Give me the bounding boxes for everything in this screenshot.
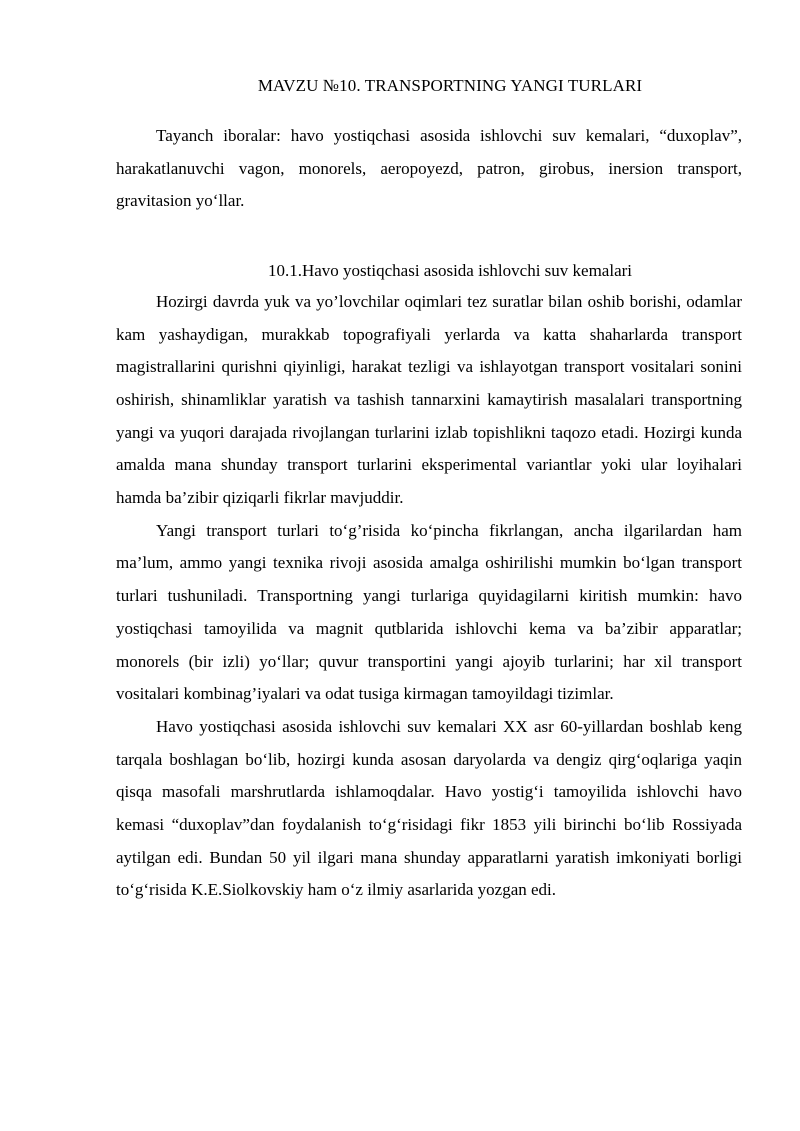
- section-heading: 10.1.Havo yostiqchasi asosida ishlovchi suv kemalari: [267, 261, 633, 281]
- keywords-paragraph: Tayanch iboralar: havo yostiqchasi asosida ishlovchi suv kemalari, “duxoplav”, harakatlanuvchi vagon, monorels, aeropoyezd, patron, girobus, inersion transport, gravitasion yo‘llar.: [116, 126, 742, 211]
- body-paragraph-2: Yangi transport turlari to‘g’risida ko‘pincha fikrlangan, ancha ilgarilardan ham ma’lum, ammo yangi texnika rivoji asosida amalga oshirilishi mumkin bo‘lgan transport turlari tushuniladi. Transportning yangi turlariga quyidagilarni kiritish mumkin: havo yostiqchasi tamoyilida va magnit qutblarida ishlovchi kema va ba’zibir apparatlar; monorels (bir izli) yo‘llar; quvur transportini yangi ajoyib turlarini; har xil transport vositalari kombinag’iyalari va odat tusiga kirmagan tamoyildagi tizimlar.: [116, 520, 742, 704]
- body-paragraph-3: Havo yostiqchasi asosida ishlovchi suv kemalari XX asr 60-yillardan boshlab keng tarqala boshlagan bo‘lib, hozirgi kunda asosan daryolarda va dengiz qirg‘oqlariga yaqin qisqa masofali marshrutlarda ishlamoqdalar. Havo yostig‘i tamoyilida ishlovchi havo kemasi “duxoplav”dan foydalanish to‘g‘risidagi fikr 1853 yili birinchi bo‘lib Rossiyada aytilgan edi. Bundan 50 yil ilgari mana shunday apparatlarni yaratish imkoniyati borligi to‘g‘risida K.E.Siolkovskiy ham o‘z ilmiy asarlarida yozgan edi.: [116, 716, 742, 900]
- page-title: MAVZU №10. TRANSPORTNING YANGI TURLARI: [257, 76, 643, 95]
- body-paragraph-1: Hozirgi davrda yuk va yo’lovchilar oqimlari tez suratlar bilan oshib borishi, odamlar kam yashaydigan, murakkab topografiyali yerlarda va katta shaharlarda transport magistrallarini qurishni qiyinligi, harakat tezligi va ishlayotgan transport vositalari sonini oshirish, shinamliklar yaratish va tashish tannarxini kamaytirish masalalari transportning yangi va yuqori darajada rivojlangan turlarini izlab topishlikni taqozo etadi. Hozirgi kunda amalda mana shunday transport turlarini eksperimental variantlar yoki ular loyihalari hamda ba’zibir qiziqarli fikrlar mavjuddir.: [116, 291, 742, 508]
